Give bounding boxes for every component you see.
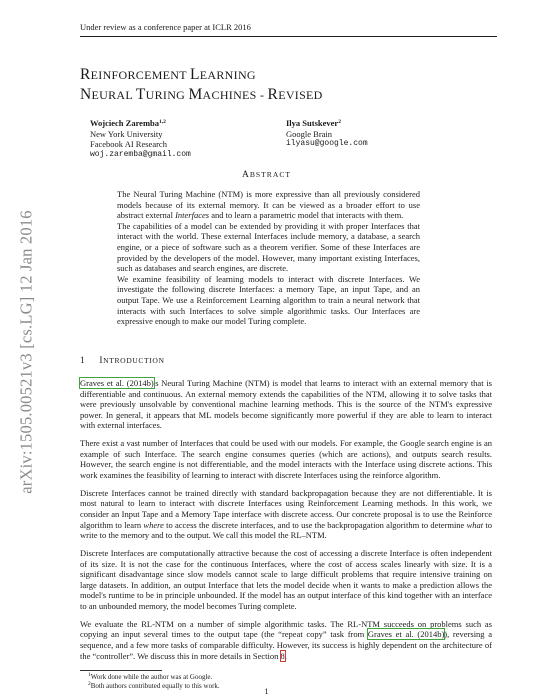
body-paragraph: We evaluate the RL-NTM on a number of simple algorithmic tasks. The RL-NTM succeeds on problems such as copying an input several times to the output tape (the “repeat copy” task from Graves et al. (2014b)), reversing a sequence, and a few more tasks of comparable difficulty. However, its success is highly dependent on the architecture of the “controller”. We discuss this in more details in Section 8.: [80, 618, 492, 661]
body-paragraph: Discrete Interfaces are computationally attractive because the cost of accessing a discrete Interface is often independent of its size. It is not the case for the continuous Interfaces, where the cost of access scales linearly with size. It is a significant disadvantage since slow models cannot scale to large difficult problems that require intensive training on large datasets. In addition, an output Interface that lets the model decide when it wants to make a prediction allows the model's runtime to be in principle unbounded. If the model has an output interface of this kind together with an interface to an unbounded memory, the model becomes Turing complete.: [80, 548, 492, 611]
section-heading-introduction: 1 INTRODUCTION: [80, 356, 165, 366]
author-name: Ilya Sutskever$^2$: [286, 118, 341, 128]
abstract-paragraph: The capabilities of a model can be extended by providing it with proper Interfaces that interact with the world. These external Interfaces include memory, a database, a search engine, or a piece of software such as a theorem verifier. Some of these Interfaces are provided by the developers of the model. However, many important existing Interfaces, such as databases and search engines, are discrete.: [117, 220, 420, 274]
arxiv-stamp: [14, 182, 40, 522]
title-line-2: NEURAL TURING MACHINES - REVISED: [80, 86, 323, 103]
body-paragraph: There exist a vast number of Interfaces that could be used with our models. For example, the Google search engine is an example of such Interface. The search engine consumes queries (which are actions), and outputs search results. However, the search engine is not differentiable, and the model interacts with the Interface using discrete actions. This work examines the feasibility of learning to interact with discrete Interfaces using the reinforce algorithm.: [80, 438, 492, 480]
author-affiliation: Google Brain: [286, 128, 333, 139]
paper-title: [80, 65, 500, 105]
author-name: Wojciech Zaremba$^{1,2}$: [90, 118, 166, 128]
citation-link[interactable]: Graves et al. (2014b): [367, 629, 445, 640]
section-reference-link[interactable]: 8: [280, 650, 285, 661]
abstract-heading: ABSTRACT: [241, 170, 292, 180]
citation-link[interactable]: Graves et al. (2014b): [80, 378, 154, 388]
running-header: Under review as a conference paper at ICLR 2016: [80, 22, 251, 32]
abstract-paragraph: The Neural Turing Machine (NTM) is more expressive than all previously considered models because of its external memory. It can be viewed as a broader effort to use abstract external Interfaces and to learn a parametric model that interacts with them.: [117, 189, 420, 221]
author-email[interactable]: ilyasu@google.com: [286, 139, 368, 148]
body-paragraph: Graves et al. (2014b)'s Neural Turing Machine (NTM) is model that learns to interact with an external memory that is differentiable and continuous. An external memory extends the capabilities of the NTM, allowing it to solve tasks that were previously unsolvable by conventional machine learning methods. This is the source of the NTM's expressive power. In general, it appears that ML models become significantly more powerful if they are able to learn to interact with external interfaces.: [80, 378, 492, 431]
body-paragraph: Discrete Interfaces cannot be trained directly with standard backpropagation because they are not differentiable. It is most natural to learn to interact with discrete Interfaces using Reinforcement Learning methods. In this work, we consider an Input Tape and a Memory Tape interface with discrete access. Our concrete proposal is to use the Reinforce algorithm to learn where to access the discrete interfaces, and to use the backpropagation algorithm to determine what to write to the memory and to the output. We call this model the RL–NTM.: [80, 487, 492, 541]
introduction-body: [80, 378, 492, 669]
title-line-1: REINFORCEMENT LEARNING: [80, 66, 256, 83]
author-affiliation: New York University: [90, 128, 163, 139]
arxiv-identifier: arXiv:1505.00521v3 [cs.LG] 12 Jan 2016: [17, 210, 37, 494]
author-email[interactable]: woj.zaremba@gmail.com: [90, 149, 191, 159]
author-affiliation: Facebook AI Research: [90, 139, 167, 149]
page-number: 1: [264, 686, 269, 696]
footnote: $^1$Work done while the author was at Google.: [88, 672, 213, 681]
author-block: [286, 118, 368, 150]
footnote: $^2$Both authors contributed equally to this work.: [88, 680, 220, 690]
header-divider: [80, 36, 497, 37]
author-block: [90, 118, 191, 160]
abstract-paragraph: We examine feasibility of learning models to interact with discrete Interfaces. We investigate the following discrete Interfaces: a memory Tape, an input Tape, and an output Tape. We use a Reinforcement Learning algorithm to train a neural network that interacts with such Interfaces to solve simple algorithmic tasks. Our Interfaces are expressive enough to make our model Turing complete.: [117, 273, 420, 327]
footnote-divider: [80, 670, 162, 671]
abstract-body: [117, 189, 420, 327]
